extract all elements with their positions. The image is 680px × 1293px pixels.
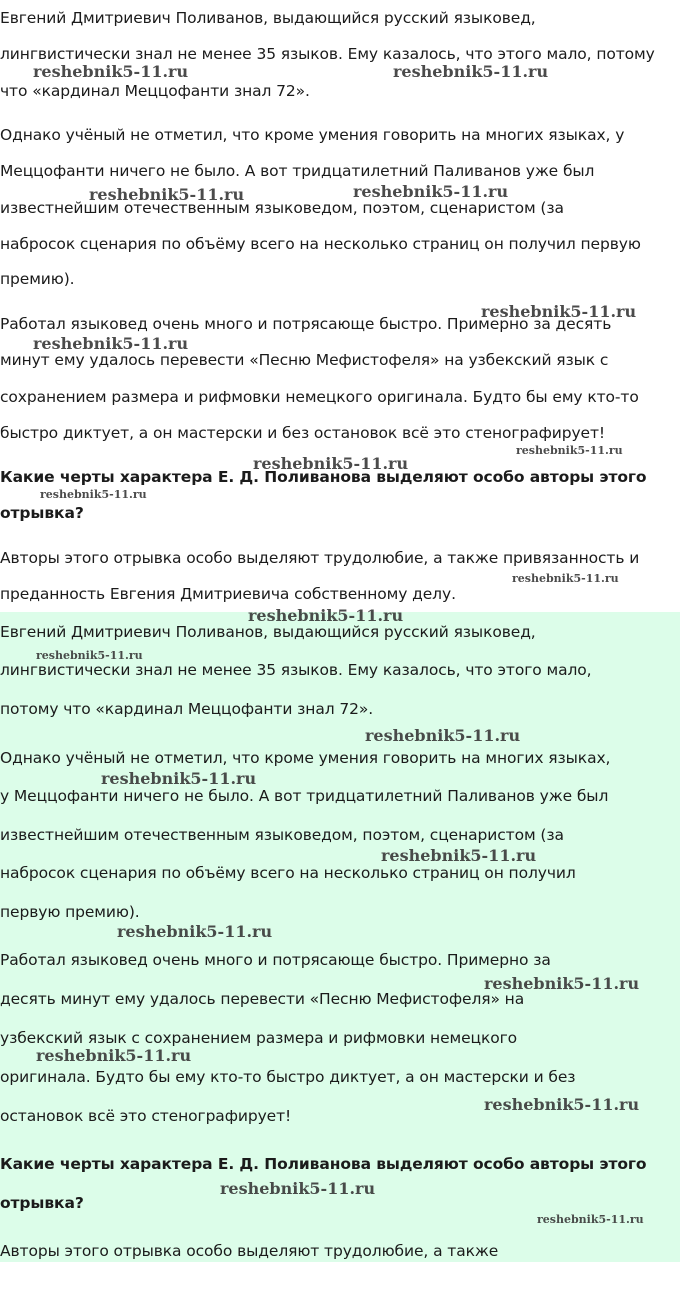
paragraph-line: что «кардинал Меццофанти знал 72».	[0, 82, 310, 100]
paragraph-line: набросок сценария по объёму всего на несколько страниц он получил	[0, 864, 576, 882]
watermark: reshebnik5-11.ru	[516, 444, 623, 457]
watermark: reshebnik5-11.ru	[253, 454, 409, 473]
question-line: отрывка?	[0, 1194, 84, 1212]
paragraph-line: лингвистически знал не менее 35 языков. Ему казалось, что этого мало,	[0, 661, 592, 679]
watermark: reshebnik5-11.ru	[393, 62, 549, 81]
question-line: отрывка?	[0, 504, 84, 522]
watermark: reshebnik5-11.ru	[512, 572, 619, 585]
paragraph-line: набросок сценария по объёму всего на несколько страниц он получил первую	[0, 235, 641, 253]
paragraph-line: Работал языковед очень много и потрясающе быстро. Примерно за десять	[0, 315, 612, 333]
paragraph-line: оригинала. Будто бы ему кто-то быстро диктует, а он мастерски и без	[0, 1068, 576, 1086]
paragraph-line: потому что «кардинал Меццофанти знал 72».	[0, 700, 374, 718]
answer-line: Авторы этого отрывка особо выделяют трудолюбие, а также	[0, 1242, 499, 1260]
answer-line: преданность Евгения Дмитриевича собственному делу.	[0, 585, 456, 603]
answer-line: Авторы этого отрывка особо выделяют трудолюбие, а также привязанность и	[0, 549, 640, 567]
paragraph-line: известнейшим отечественным языковедом, поэтом, сценаристом (за	[0, 199, 564, 217]
paragraph-line: минут ему удалось перевести «Песню Мефистофеля» на узбекский язык с	[0, 351, 609, 369]
paragraph-line: первую премию).	[0, 903, 140, 921]
watermark: reshebnik5-11.ru	[33, 334, 189, 353]
paragraph-line: быстро диктует, а он мастерски и без остановок всё это стенографирует!	[0, 424, 606, 442]
watermark: reshebnik5-11.ru	[537, 1213, 644, 1226]
paragraph-line: Однако учёный не отметил, что кроме умения говорить на многих языках, у	[0, 126, 625, 144]
paragraph-line: премию).	[0, 270, 75, 288]
paragraph-line: Однако учёный не отметил, что кроме умения говорить на многих языках,	[0, 749, 611, 767]
paragraph-line: Евгений Дмитриевич Поливанов, выдающийся русский языковед,	[0, 623, 536, 641]
watermark: reshebnik5-11.ru	[484, 1095, 640, 1114]
paragraph-line: десять минут ему удалось перевести «Песню Мефистофеля» на	[0, 990, 525, 1008]
paragraph-line: лингвистически знал не менее 35 языков. Ему казалось, что этого мало, потому	[0, 45, 655, 63]
watermark: reshebnik5-11.ru	[484, 974, 640, 993]
watermark: reshebnik5-11.ru	[36, 1046, 192, 1065]
paragraph-line: сохранением размера и рифмовки немецкого оригинала. Будто бы ему кто-то	[0, 388, 639, 406]
paragraph-line: у Меццофанти ничего не было. А вот тридцатилетний Паливанов уже был	[0, 787, 609, 805]
paragraph-line: известнейшим отечественным языковедом, поэтом, сценаристом (за	[0, 826, 564, 844]
text-section-2	[0, 612, 680, 1262]
paragraph-line: Меццофанти ничего не было. А вот тридцатилетний Паливанов уже был	[0, 162, 595, 180]
watermark: reshebnik5-11.ru	[40, 488, 147, 501]
watermark: reshebnik5-11.ru	[381, 846, 537, 865]
watermark: reshebnik5-11.ru	[353, 182, 509, 201]
question-line: Какие черты характера Е. Д. Поливанова выделяют особо авторы этого	[0, 1155, 647, 1173]
watermark: reshebnik5-11.ru	[89, 185, 245, 204]
question-line: Какие черты характера Е. Д. Поливанова выделяют особо авторы этого	[0, 468, 647, 486]
watermark: reshebnik5-11.ru	[101, 769, 257, 788]
watermark: reshebnik5-11.ru	[117, 922, 273, 941]
paragraph-line: остановок всё это стенографирует!	[0, 1107, 292, 1125]
paragraph-line: Работал языковед очень много и потрясающе быстро. Примерно за	[0, 951, 551, 969]
watermark: reshebnik5-11.ru	[220, 1179, 376, 1198]
paragraph-line: Евгений Дмитриевич Поливанов, выдающийся русский языковед,	[0, 9, 536, 27]
paragraph-line: узбекский язык с сохранением размера и рифмовки немецкого	[0, 1029, 518, 1047]
watermark: reshebnik5-11.ru	[481, 302, 637, 321]
watermark: reshebnik5-11.ru	[36, 649, 143, 662]
watermark: reshebnik5-11.ru	[248, 606, 404, 625]
watermark: reshebnik5-11.ru	[33, 62, 189, 81]
watermark: reshebnik5-11.ru	[365, 726, 521, 745]
